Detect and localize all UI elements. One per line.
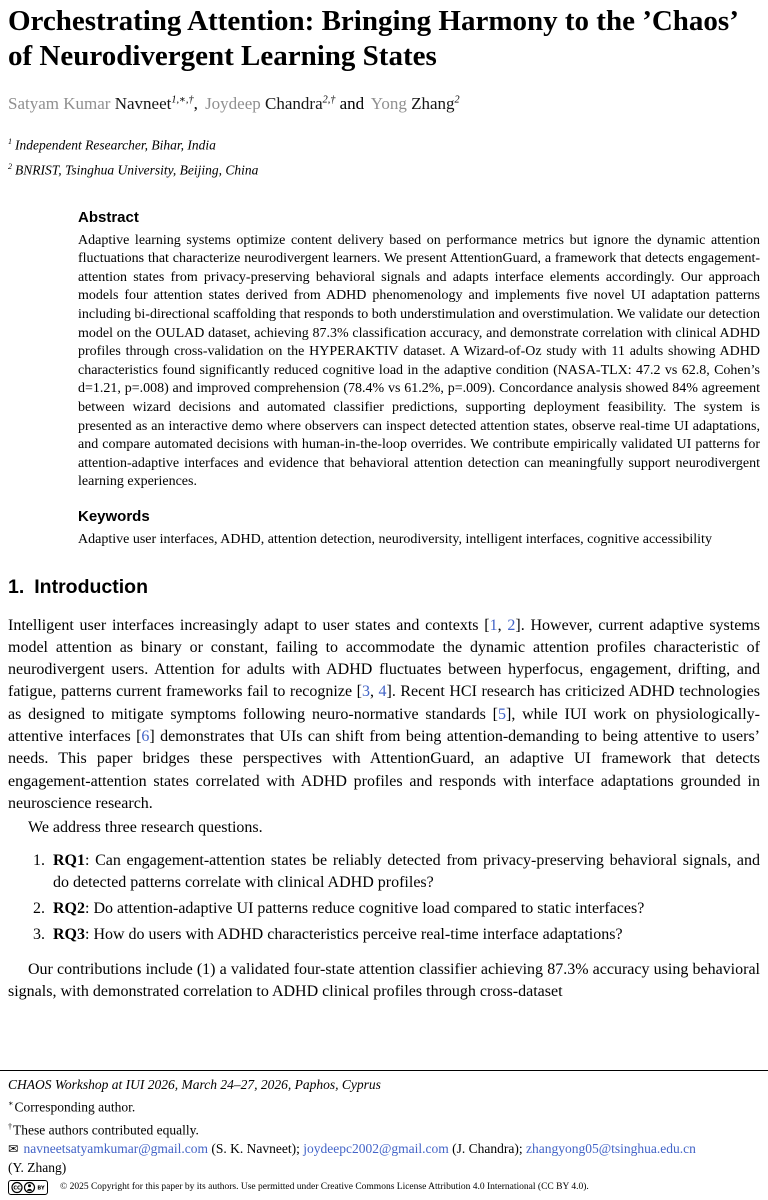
paper-header <box>8 4 760 550</box>
author-name <box>8 94 194 113</box>
author-given-name: Yong <box>370 93 407 113</box>
envelope-icon: ✉ <box>8 1141 19 1156</box>
author-affiliation-marker: 2,† <box>322 94 336 105</box>
research-question-text: RQ3: How do users with ADHD characteristics perceive real-time interface adaptations? <box>53 926 623 944</box>
citation-link[interactable]: 1 <box>489 616 498 634</box>
email-suffix: (J. Chandra); <box>448 1141 526 1156</box>
list-number: 3. <box>33 926 45 944</box>
author-name <box>205 94 335 113</box>
section-title: Introduction <box>34 575 148 598</box>
affiliation-marker: 2 <box>8 162 13 172</box>
svg-text:BY: BY <box>37 1185 45 1192</box>
author-separator: and <box>339 93 365 113</box>
email-suffix: (S. K. Navneet); <box>207 1141 304 1156</box>
author-name <box>371 94 460 113</box>
affiliation-marker: 1 <box>8 136 13 146</box>
author-given-name: Satyam Kumar <box>8 93 111 113</box>
affiliation-list <box>8 131 760 182</box>
keywords-text: Adaptive user interfaces, ADHD, attention detection, neurodiversity, intelligent interfaces, cognitive accessibility <box>78 531 712 547</box>
author-family-name: Chandra <box>265 93 323 113</box>
affiliation <box>8 131 760 157</box>
asterisk-marker: ∗ <box>8 1098 14 1108</box>
email-line <box>8 1140 760 1177</box>
list-number: 1. <box>33 851 45 869</box>
cc-by-badge <box>8 1180 48 1195</box>
intro-paragraph-1: Intelligent user interfaces increasingly adapt to user states and contexts [1, 2]. However, current adaptive systems model attention as binary or constant, failing to accommodate the dynamic attention profiles characteristic of neurodivergent users. Attention for adults with ADHD fluctuates between hyperfocus, engagement, drifting, and fatigue, patterns current frameworks fail to recognize [3, 4]. Recent HCI research has criticized ADHD technologies as designed to mitigate symptoms following neuro-normative standards [5], while IUI work on physiologically-attentive interfaces [6] demonstrates that UIs can shift from being attention-demanding to being attentive to users’ needs. This paper bridges these perspectives with AttentionGuard, an adaptive UI framework that detects engagement-attention states correlated with ADHD profiles and responds with interface adaptations grounded in neuroscience research. <box>8 616 761 812</box>
research-question-item <box>33 924 760 946</box>
rq-label: RQ2 <box>53 900 85 918</box>
author-affiliation-marker: 2 <box>454 94 460 105</box>
email-link[interactable]: navneetsatyamkumar@gmail.com <box>23 1141 208 1156</box>
email-link[interactable]: zhangyong05@tsinghua.edu.cn <box>525 1141 696 1156</box>
abstract-heading: Abstract <box>78 208 139 226</box>
research-question-text: RQ1: Can engagement-attention states be reliably detected from privacy-preserving behavioral signals, and do detected patterns correlate with clinical ADHD profiles? <box>53 851 760 891</box>
email-link[interactable]: joydeepc2002@gmail.com <box>303 1141 449 1156</box>
corresponding-author-note: ∗Corresponding author. <box>8 1098 136 1114</box>
abstract-section <box>78 208 760 550</box>
author-given-name: Joydeep <box>205 93 261 113</box>
intro-paragraph-2: We address three research questions. <box>28 819 263 837</box>
author-family-name: Navneet <box>114 93 172 113</box>
research-question-text: RQ2: Do attention-adaptive UI patterns reduce cognitive load compared to static interfaces? <box>53 900 645 918</box>
copyright-row <box>8 1180 760 1195</box>
author-separator: , <box>193 93 198 113</box>
citation-link[interactable]: 4 <box>378 683 387 701</box>
rq-label: RQ1 <box>53 851 85 869</box>
dagger-marker: † <box>8 1121 13 1131</box>
keywords-heading: Keywords <box>78 507 150 525</box>
section-heading-introduction <box>8 575 760 600</box>
citation-link[interactable]: 2 <box>507 616 516 634</box>
equal-contribution-note: †These authors contributed equally. <box>8 1121 199 1137</box>
research-question-item <box>33 898 760 920</box>
list-number: 2. <box>33 900 45 918</box>
workshop-note: CHAOS Workshop at IUI 2026, March 24–27, 2026, Paphos, Cyprus <box>8 1077 381 1092</box>
author-line <box>8 89 760 115</box>
citation-link[interactable]: 3 <box>361 683 370 701</box>
email-suffix: (Y. Zhang) <box>8 1159 67 1175</box>
footnote-block <box>0 1070 768 1200</box>
affiliation-text: Independent Researcher, Bihar, India <box>15 137 216 153</box>
affiliation <box>8 156 760 182</box>
affiliation-text: BNRIST, Tsinghua University, Beijing, China <box>15 162 259 178</box>
copyright-text: © 2025 Copyright for this paper by its authors. Use permitted under Creative Commons License Attribution 4.0 International (CC BY 4.0). <box>60 1182 589 1192</box>
rq-label: RQ3 <box>53 926 85 944</box>
research-question-item <box>33 850 760 895</box>
citation-link[interactable]: 5 <box>497 705 506 723</box>
paper-title: Orchestrating Attention: Bringing Harmony to the ’Chaos’ of Neurodivergent Learning States <box>8 5 737 72</box>
author-family-name: Zhang <box>411 93 455 113</box>
paper-body <box>8 575 760 1004</box>
abstract-text: Adaptive learning systems optimize content delivery based on performance metrics but ignore the dynamic attention fluctuations that characterize neurodivergent learners. We present AttentionGuard, a framework that detects engagement-attention states from privacy-preserving behavioral signals and adapts interface elements accordingly. Our approach models four attention states derived from ADHD phenomenology and implements five novel UI adaptation patterns including bi-directional scaffolding that responds to both understimulation and overstimulation. We validate our detection model on the OULAD dataset, achieving 87.3% classification accuracy, and demonstrate correlation with clinical ADHD profiles through cross-validation on the HYPERAKTIV dataset. A Wizard-of-Oz study with 11 adults showing ADHD characteristics found significantly reduced cognitive load in the adaptive condition (NASA-TLX: 47.2 vs 62.8, Cohen’s d=1.21, p=.008) and improved comprehension (78.4% vs 61.2%, p=.009). Concordance analysis showed 84% agreement between wizard decisions and automated classifier predictions, supporting deployment feasibility. The system is presented as an interactive demo where observers can inspect detected attention states, observe real-time UI adaptations, and compare automated decisions with human-in-the-loop overrides. We contribute empirically validated UI patterns for attention-adaptive interfaces and evidence that behavioral attention detection can meaningfully support neurodivergent learning experiences. <box>78 232 760 490</box>
section-number: 1. <box>8 575 25 598</box>
svg-text:CC: CC <box>13 1185 21 1192</box>
intro-paragraph-3: Our contributions include (1) a validated four-state attention classifier achieving 87.3% accuracy using behavioral signals, with demonstrated correlation to ADHD clinical profiles through cross-dataset <box>8 960 760 1001</box>
citation-link[interactable]: 6 <box>141 728 150 746</box>
research-questions-list <box>8 850 760 947</box>
author-affiliation-marker: 1,∗,† <box>171 94 194 105</box>
